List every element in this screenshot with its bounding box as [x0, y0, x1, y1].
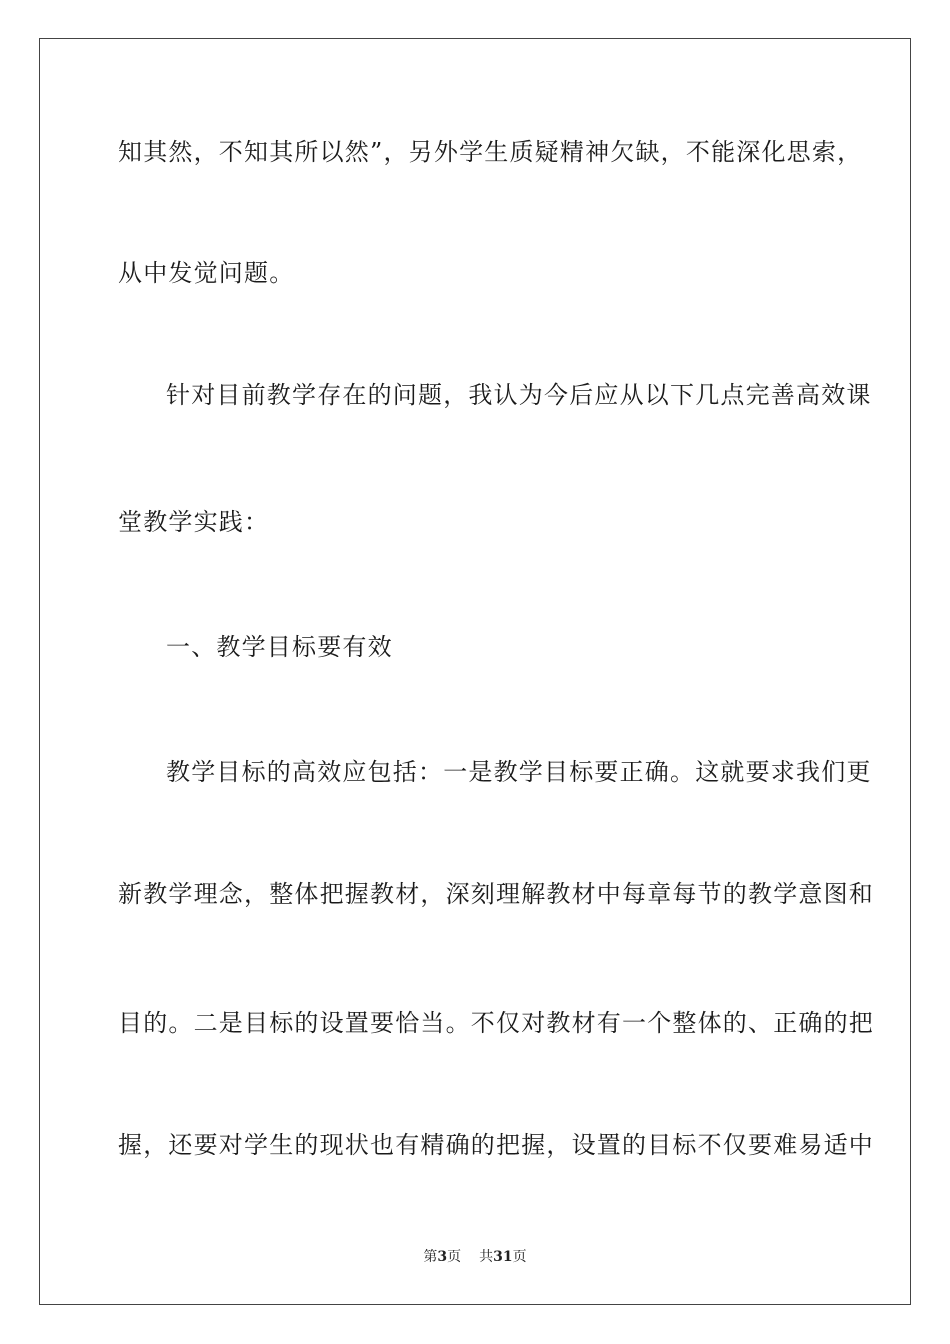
- section-heading: 一、教学目标要有效: [166, 633, 393, 661]
- body-line-9: 握，还要对学生的现状也有精确的把握，设置的目标不仅要难易适中: [118, 1131, 874, 1159]
- page-footer: [0, 1248, 950, 1266]
- body-line-7: 新教学理念，整体把握教材，深刻理解教材中每章每节的教学意图和: [118, 880, 874, 908]
- total-pages: 31: [493, 1249, 513, 1265]
- total-suffix: 页: [512, 1249, 527, 1265]
- body-line-1: 知其然，不知其所以然”，另外学生质疑精神欠缺，不能深化思索，: [118, 138, 863, 166]
- total-prefix: 共: [479, 1249, 494, 1265]
- page-prefix: 第: [423, 1249, 438, 1265]
- body-line-6: 教学目标的高效应包括：一是教学目标要正确。这就要求我们更: [166, 758, 872, 786]
- body-line-4: 堂教学实践：: [118, 508, 270, 536]
- page-suffix: 页: [447, 1249, 462, 1265]
- page-number: 3: [437, 1249, 448, 1265]
- body-line-3: 针对目前教学存在的问题，我认为今后应从以下几点完善高效课: [166, 381, 872, 409]
- body-line-2: 从中发觉问题。: [118, 259, 295, 287]
- body-line-8: 目的。二是目标的设置要恰当。不仅对教材有一个整体的、正确的把: [118, 1009, 874, 1037]
- page-border: [39, 38, 911, 1305]
